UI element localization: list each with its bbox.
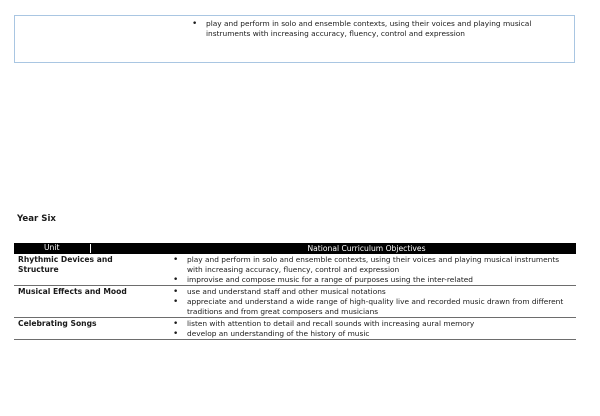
objectives-column-header: National Curriculum Objectives (157, 243, 576, 254)
year-six-table (14, 243, 576, 340)
objectives-list (157, 318, 576, 339)
table-row (14, 286, 576, 318)
list-item: • develop an understanding of the history of music (173, 329, 567, 339)
table-row (14, 254, 576, 286)
continued-table-cell (14, 15, 575, 63)
unit-name: Celebrating Songs (18, 319, 97, 328)
unit-column-header: Unit (14, 243, 157, 254)
list-item: • appreciate and understand a wide range of high-quality live and recorded music drawn from different traditions and from great composers and musicians (173, 297, 567, 317)
section-heading: Year Six (17, 214, 56, 224)
objectives-list (157, 254, 576, 285)
continued-objectives-list (192, 19, 562, 39)
table-row (14, 318, 576, 340)
unit-name: Musical Effects and Mood (18, 287, 127, 296)
list-item: • listen with attention to detail and recall sounds with increasing aural memory (173, 319, 567, 329)
table-header-row (14, 243, 576, 254)
list-item: • improvise and compose music for a range of purposes using the inter-related (173, 275, 567, 285)
list-item: • use and understand staff and other musical notations (173, 287, 567, 297)
unit-name: Rhythmic Devices and Structure (18, 255, 113, 274)
list-item: • play and perform in solo and ensemble contexts, using their voices and playing musical instruments with increasing accuracy, fluency, control and expression (192, 19, 562, 39)
objectives-list (157, 286, 576, 317)
list-item: • play and perform in solo and ensemble contexts, using their voices and playing musical instruments with increasing accuracy, fluency, control and expression (173, 255, 567, 275)
